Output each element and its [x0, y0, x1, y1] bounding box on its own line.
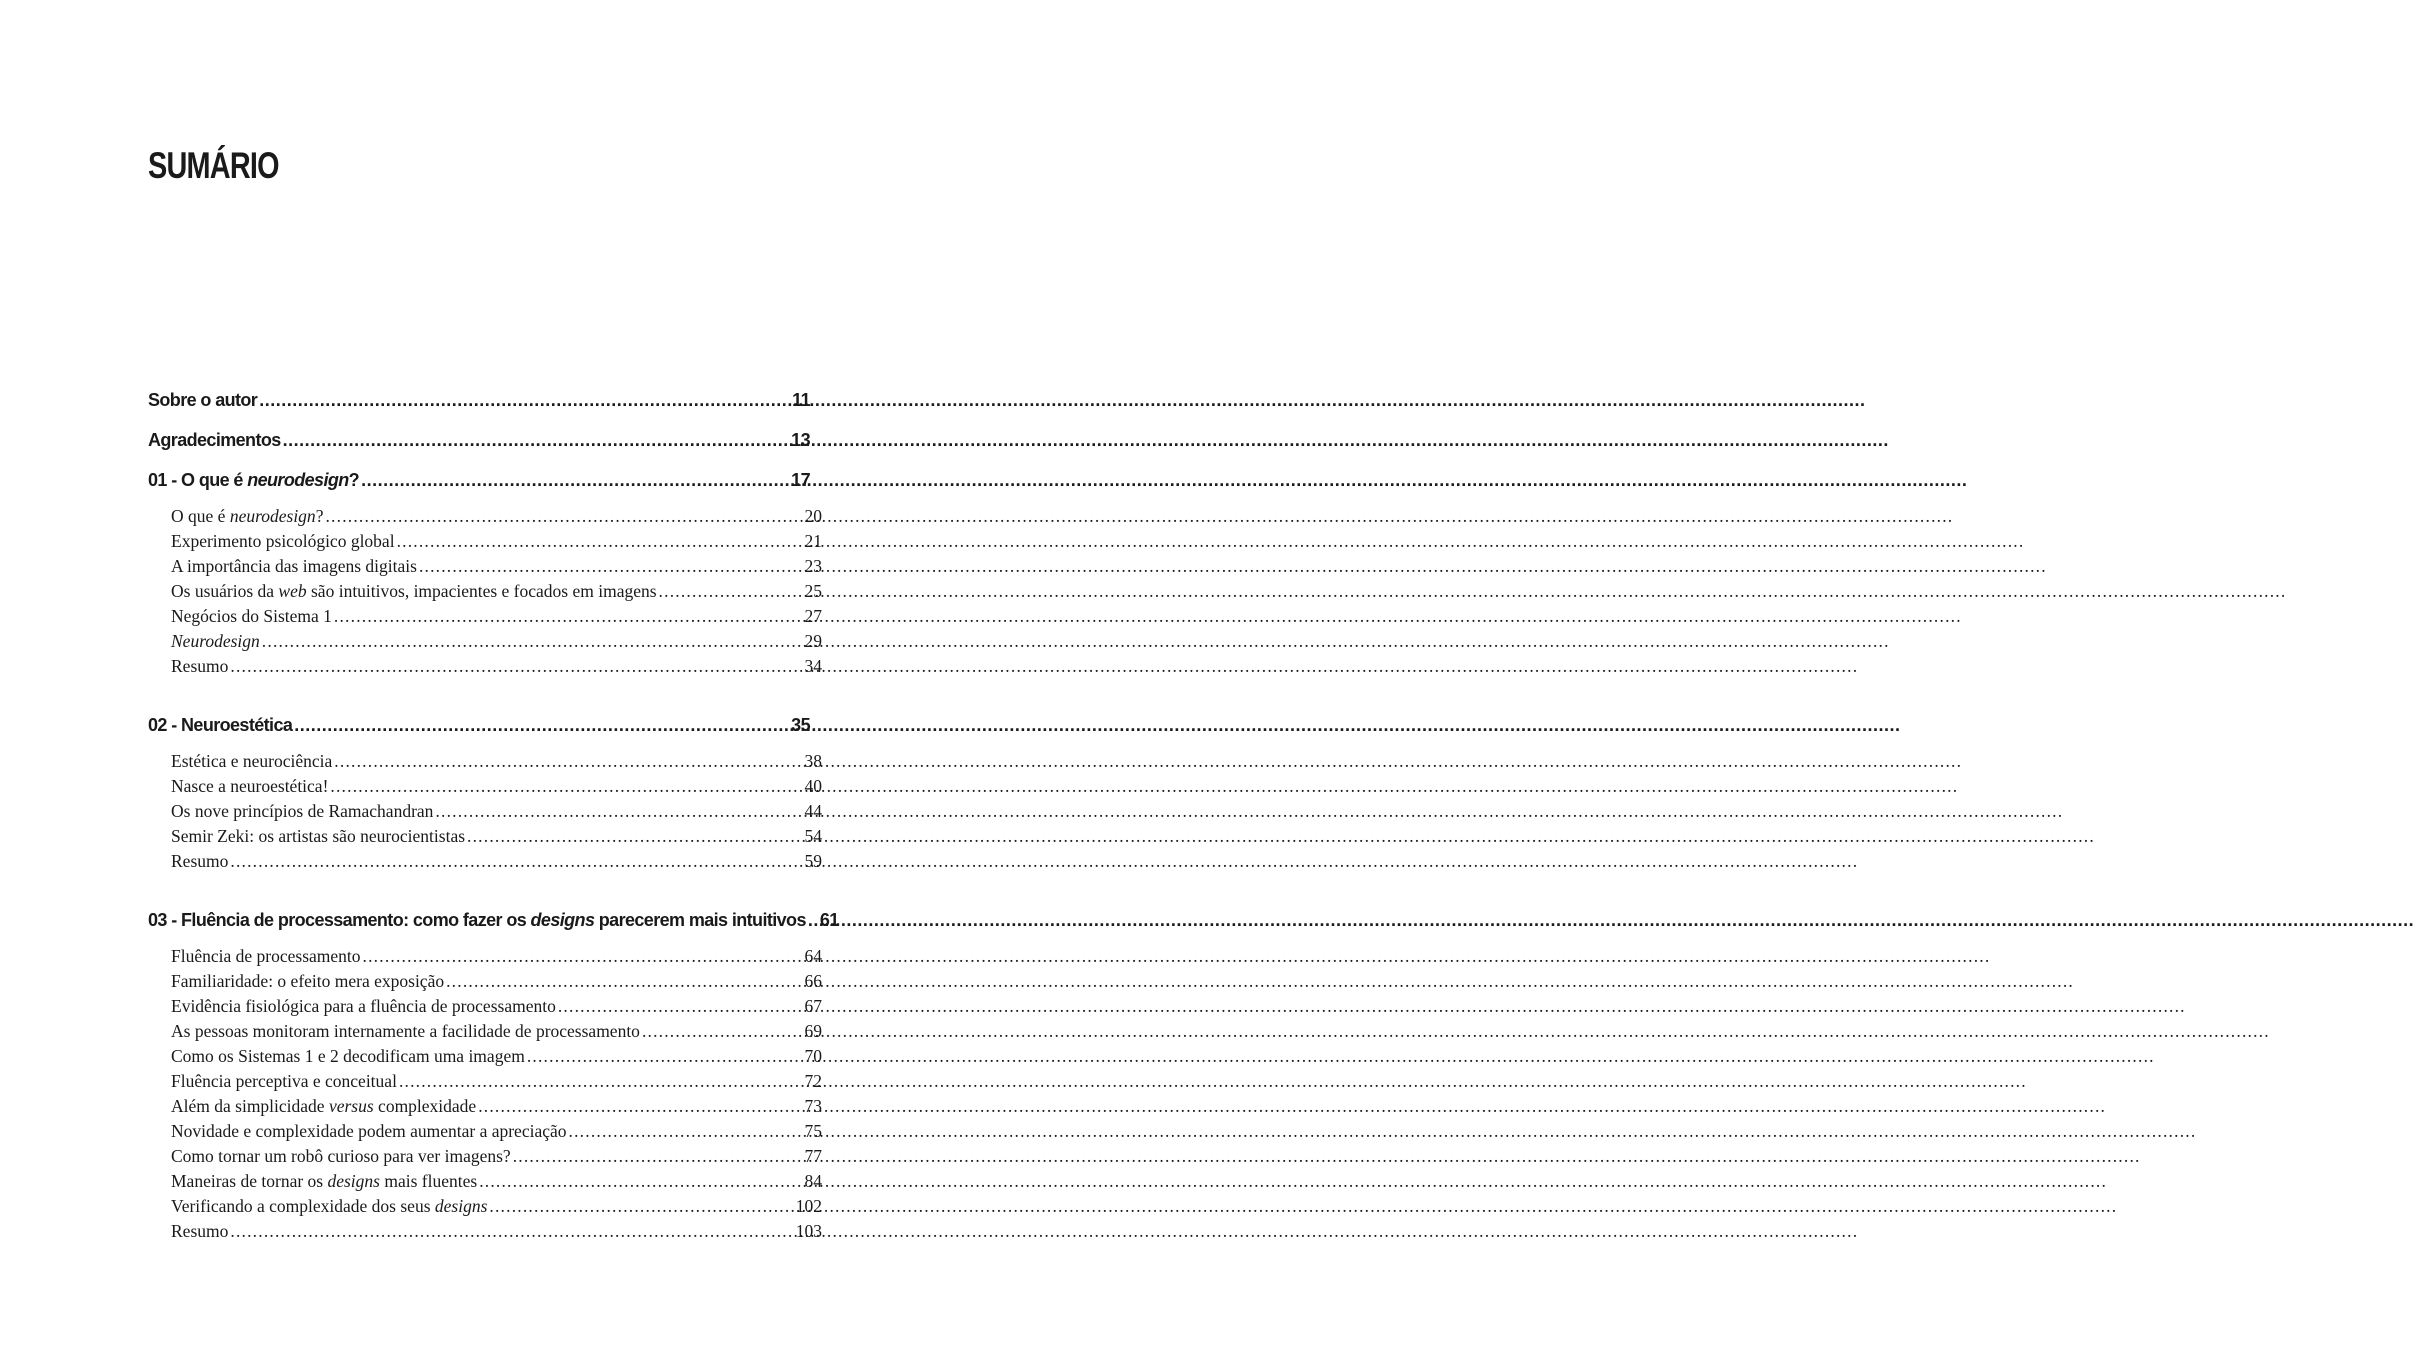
- dot-leader: [399, 1069, 803, 1094]
- section-page: 23: [804, 556, 822, 576]
- toc-section[interactable]: [171, 504, 822, 529]
- toc-section[interactable]: [171, 1144, 822, 1169]
- toc-entry-page: 13: [791, 430, 810, 450]
- chapter-title-suffix: parecerem mais intuitivos: [594, 910, 806, 930]
- section-title: [171, 604, 332, 629]
- dot-leader: [294, 709, 789, 741]
- section-text: Resumo: [171, 1221, 229, 1241]
- dot-leader: [435, 799, 802, 824]
- section-text: A importância das imagens digitais: [171, 556, 417, 576]
- section-title: [171, 944, 361, 969]
- section-title: [171, 1119, 567, 1144]
- dot-leader: [446, 969, 802, 994]
- section-text-tail: mais fluentes: [379, 1171, 478, 1191]
- section-text: Maneiras de tornar os: [171, 1171, 328, 1191]
- toc-chapter-02[interactable]: [148, 709, 810, 749]
- table-of-contents: [148, 384, 839, 1244]
- dot-leader: [397, 529, 803, 554]
- section-text: Além da simplicidade: [171, 1096, 329, 1116]
- section-page: 73: [804, 1096, 822, 1116]
- section-text: Nasce a neuroestética!: [171, 776, 329, 796]
- dot-leader: [325, 504, 802, 529]
- section-page: 27: [804, 606, 822, 626]
- page-title: SUMÁRIO: [148, 145, 279, 186]
- toc-section[interactable]: [171, 749, 822, 774]
- dot-leader: [659, 579, 803, 604]
- section-italic: web: [278, 581, 307, 601]
- dot-leader: [330, 774, 802, 799]
- toc-entry-label: Agradecimentos: [148, 430, 281, 450]
- chapter-title: [148, 464, 359, 496]
- dot-leader: [283, 424, 790, 456]
- section-italic: neurodesign: [229, 506, 316, 526]
- section-title: [171, 969, 444, 994]
- dot-leader: [334, 749, 802, 774]
- dot-leader: [527, 1044, 803, 1069]
- toc-section[interactable]: [171, 1219, 822, 1244]
- section-page: 66: [804, 971, 822, 991]
- section-text: Como tornar um robô curioso para ver imagens?: [171, 1146, 511, 1166]
- toc-section[interactable]: [171, 799, 822, 824]
- section-page: 21: [804, 531, 822, 551]
- dot-leader: [467, 824, 802, 849]
- section-title: [171, 554, 417, 579]
- section-text: O que é: [171, 506, 230, 526]
- section-text: Familiaridade: o efeito mera exposição: [171, 971, 445, 991]
- section-italic: designs: [327, 1171, 380, 1191]
- section-page: 67: [804, 996, 822, 1016]
- section-text: As pessoas monitoram internamente a facilidade de processamento: [171, 1021, 640, 1041]
- section-title: [171, 504, 323, 529]
- section-title: [171, 749, 332, 774]
- section-text: Os nove princípios de Ramachandran: [171, 801, 434, 821]
- toc-section[interactable]: [171, 969, 822, 994]
- section-text: Negócios do Sistema 1: [171, 606, 332, 626]
- chapter-02-sections: [148, 749, 822, 874]
- dot-leader: [479, 1169, 802, 1194]
- dot-leader: [230, 654, 802, 679]
- section-page: 77: [804, 1146, 822, 1166]
- section-page: 44: [804, 801, 822, 821]
- section-text: Evidência fisiológica para a fluência de processamento: [171, 996, 556, 1016]
- section-title: [171, 1144, 511, 1169]
- toc-section[interactable]: [171, 1194, 822, 1219]
- toc-section[interactable]: [171, 529, 822, 554]
- toc-section[interactable]: [171, 1044, 822, 1069]
- dot-leader: [419, 554, 803, 579]
- chapter-page: 17: [791, 470, 810, 490]
- dot-leader: [489, 1194, 793, 1219]
- section-page: 54: [804, 826, 822, 846]
- toc-section[interactable]: [171, 579, 822, 604]
- section-page: 34: [804, 656, 822, 676]
- section-title: [171, 654, 228, 679]
- section-title: [171, 1219, 228, 1244]
- section-title: [171, 774, 328, 799]
- dot-leader: [569, 1119, 803, 1144]
- toc-entry-label: Sobre o autor: [148, 390, 258, 410]
- section-page: 38: [804, 751, 822, 771]
- dot-leader: [478, 1094, 802, 1119]
- section-page: 84: [804, 1171, 822, 1191]
- dot-leader: [262, 629, 803, 654]
- toc-section[interactable]: [171, 1169, 822, 1194]
- section-text-tail: complexidade: [373, 1096, 477, 1116]
- section-italic: versus: [328, 1096, 374, 1116]
- toc-section[interactable]: [171, 654, 822, 679]
- section-page: 29: [804, 631, 822, 651]
- toc-section[interactable]: [171, 944, 822, 969]
- toc-chapter-03[interactable]: [148, 904, 839, 944]
- toc-section[interactable]: [171, 824, 822, 849]
- section-page: 25: [804, 581, 822, 601]
- section-text-tail: são intuitivos, impacientes e focados em imagens: [306, 581, 657, 601]
- section-title: [171, 1194, 487, 1219]
- section-page: 69: [804, 1021, 822, 1041]
- section-title: [171, 1044, 525, 1069]
- section-title: [171, 579, 657, 604]
- dot-leader: [513, 1144, 803, 1169]
- section-page: 59: [804, 851, 822, 871]
- chapter-03-sections: [148, 944, 822, 1244]
- section-text-tail: ?: [315, 506, 324, 526]
- chapter-title-text: 03 - Fluência de processamento: como fazer os: [148, 910, 531, 930]
- section-italic: designs: [434, 1196, 488, 1216]
- toc-section[interactable]: [171, 604, 822, 629]
- chapter-title-text: 02 - Neuroestética: [148, 715, 293, 735]
- section-title: [171, 629, 260, 654]
- section-text: Estética e neurociência: [171, 751, 333, 771]
- chapter-page: 35: [791, 715, 810, 735]
- section-page: 75: [804, 1121, 822, 1141]
- dot-leader: [363, 944, 803, 969]
- chapter-title-suffix: ?: [348, 470, 360, 490]
- section-text: Semir Zeki: os artistas são neurocientistas: [171, 826, 466, 846]
- section-text: Os usuários da: [171, 581, 279, 601]
- chapter-title-text: 01 - O que é: [148, 470, 248, 490]
- section-text: Experimento psicológico global: [171, 531, 395, 551]
- section-title: [171, 1094, 476, 1119]
- section-title: [171, 1069, 397, 1094]
- section-page: 102: [795, 1196, 822, 1216]
- section-text: Fluência de processamento: [171, 946, 361, 966]
- toc-entry-agradecimentos[interactable]: [148, 424, 810, 464]
- dot-leader: [334, 604, 803, 629]
- section-title: [171, 994, 556, 1019]
- toc-entry-page: 11: [792, 390, 810, 410]
- section-title: [171, 799, 433, 824]
- toc-chapter-01[interactable]: [148, 464, 810, 504]
- chapter-title: [148, 709, 292, 741]
- section-title: [171, 529, 395, 554]
- toc-section[interactable]: [171, 1094, 822, 1119]
- chapter-title-italic: neurodesign: [247, 470, 349, 490]
- section-text: Resumo: [171, 656, 229, 676]
- section-text: Resumo: [171, 851, 229, 871]
- chapter-title-italic: designs: [530, 910, 595, 930]
- section-title: [171, 849, 228, 874]
- toc-section[interactable]: [171, 554, 822, 579]
- section-page: 40: [804, 776, 822, 796]
- toc-section[interactable]: [171, 994, 822, 1019]
- toc-section[interactable]: [171, 629, 822, 654]
- dot-leader: [808, 904, 818, 936]
- toc-entry-sobre-o-autor[interactable]: [148, 384, 810, 424]
- section-page: 20: [804, 506, 822, 526]
- dot-leader: [230, 1219, 793, 1244]
- toc-section[interactable]: [171, 774, 822, 799]
- toc-section[interactable]: [171, 849, 822, 874]
- section-text: Fluência perceptiva e conceitual: [171, 1071, 397, 1091]
- section-text: Verificando a complexidade dos seus: [171, 1196, 435, 1216]
- section-page: 70: [804, 1046, 822, 1066]
- dot-leader: [558, 994, 803, 1019]
- section-title: [171, 1169, 477, 1194]
- section-italic: Neurodesign: [171, 631, 260, 651]
- section-page: 103: [795, 1221, 822, 1241]
- chapter-title: [148, 904, 806, 936]
- dot-leader: [642, 1019, 803, 1044]
- chapter-page: 61: [819, 910, 839, 930]
- section-page: 64: [804, 946, 822, 966]
- dot-leader: [230, 849, 802, 874]
- section-title: [171, 824, 465, 849]
- chapter-01-sections: [148, 504, 822, 679]
- toc-section[interactable]: [171, 1019, 822, 1044]
- section-page: 72: [804, 1071, 822, 1091]
- dot-leader: [361, 464, 789, 496]
- dot-leader: [259, 384, 790, 416]
- section-title: [171, 1019, 640, 1044]
- section-text: Novidade e complexidade podem aumentar a apreciação: [171, 1121, 567, 1141]
- toc-section[interactable]: [171, 1069, 822, 1094]
- toc-section[interactable]: [171, 1119, 822, 1144]
- section-text: Como os Sistemas 1 e 2 decodificam uma imagem: [171, 1046, 525, 1066]
